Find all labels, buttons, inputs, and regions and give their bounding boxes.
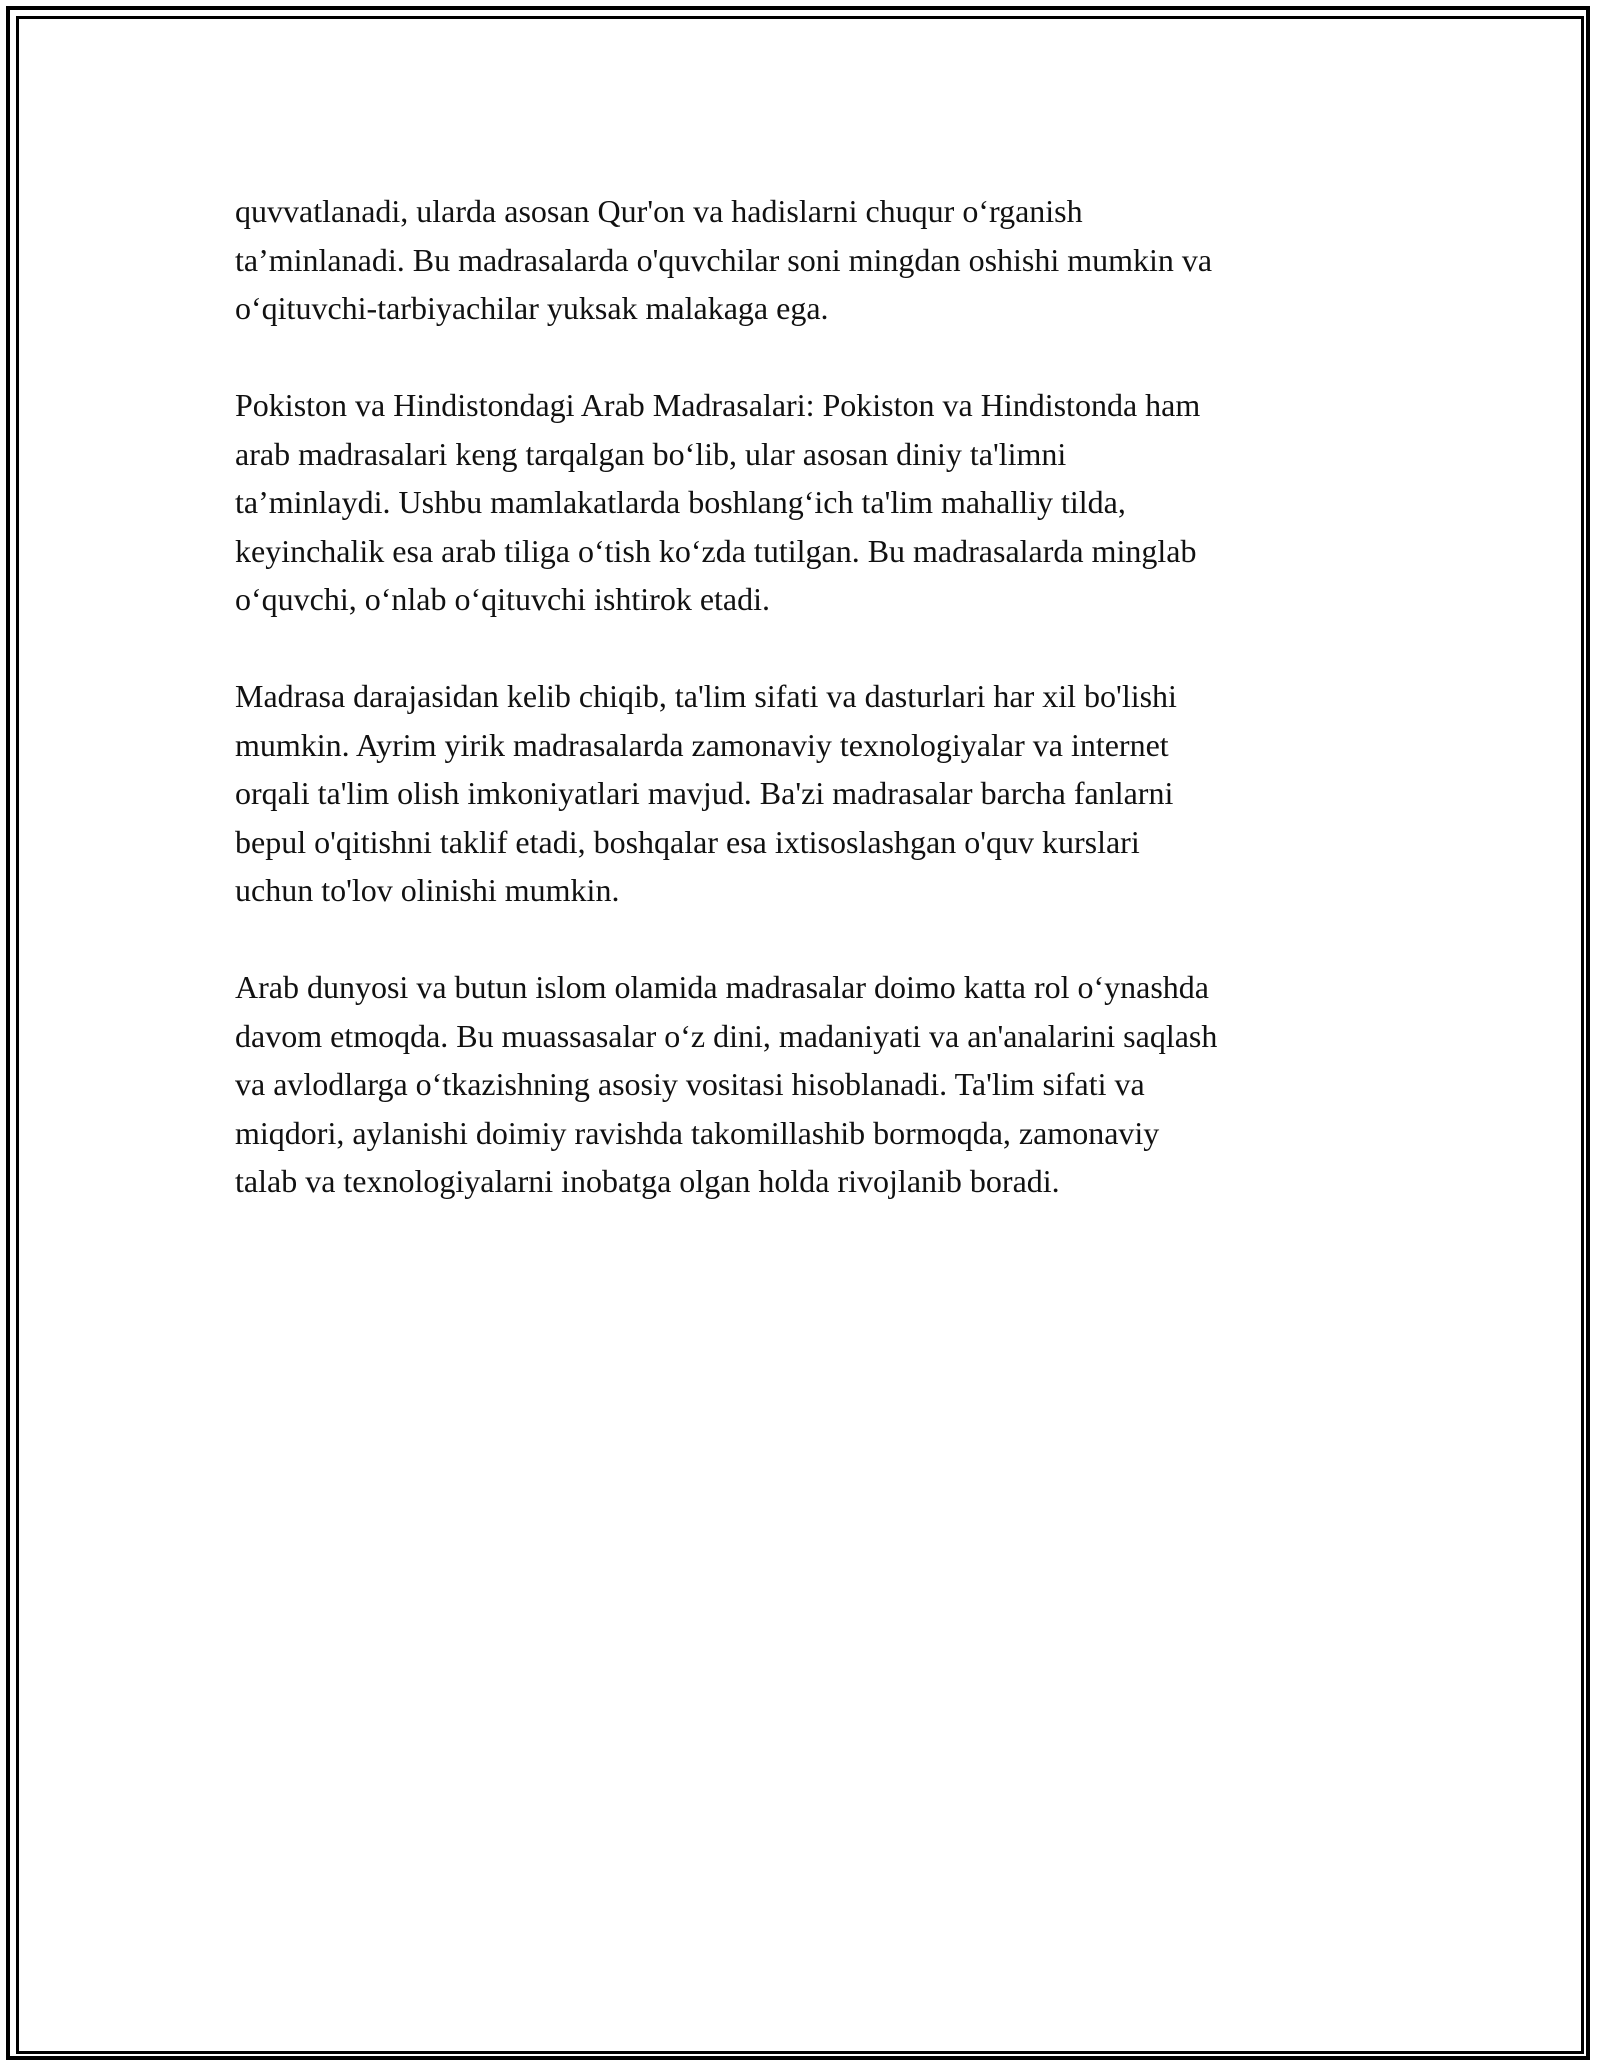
paragraph-2: Pokiston va Hindistondagi Arab Madrasalari: Pokiston va Hindistonda ham arab madrasalari keng tarqalgan bo‘lib, ular asosan diniy ta'limni ta’minlaydi. Ushbu mamlakatlarda boshlang‘ich ta'lim mahalliy tilda, keyinchalik esa arab tiliga o‘tish ko‘zda tutilgan. Bu madrasalarda minglab o‘quvchi, o‘nlab o‘qituvchi ishtirok etadi.	[235, 387, 1201, 617]
paragraph-4: Arab dunyosi va butun islom olamida madrasalar doimo katta rol o‘ynashda davom etmoqda. Bu muassasalar o‘z dini, madaniyati va an'analarini saqlash va avlodlarga o‘tkazishning asosiy vositasi hisoblanadi. Ta'lim sifati va miqdori, aylanishi doimiy ravishda takomillashib bormoqda, zamonaviy talab va texnologiyalarni inobatga olgan holda rivojlanib boradi.	[235, 969, 1218, 1199]
paragraph-1: quvvatlanadi, ularda asosan Qur'on va hadislarni chuqur o‘rganish ta’minlanadi. Bu madrasalarda o'quvchilar soni mingdan oshishi mumkin va o‘qituvchi-tarbiyachilar yuksak malakaga ega.	[235, 193, 1213, 326]
document-body	[235, 187, 1365, 1254]
paragraph-3: Madrasa darajasidan kelib chiqib, ta'lim sifati va dasturlari har xil bo'lishi mumkin. Ayrim yirik madrasalarda zamonaviy texnologiyalar va internet orqali ta'lim olish imkoniyatlari mavjud. Ba'zi madrasalar barcha fanlarni bepul o'qitishni taklif etadi, boshqalar esa ixtisoslashgan o'quv kurslari uchun to'lov olinishi mumkin.	[235, 678, 1177, 908]
